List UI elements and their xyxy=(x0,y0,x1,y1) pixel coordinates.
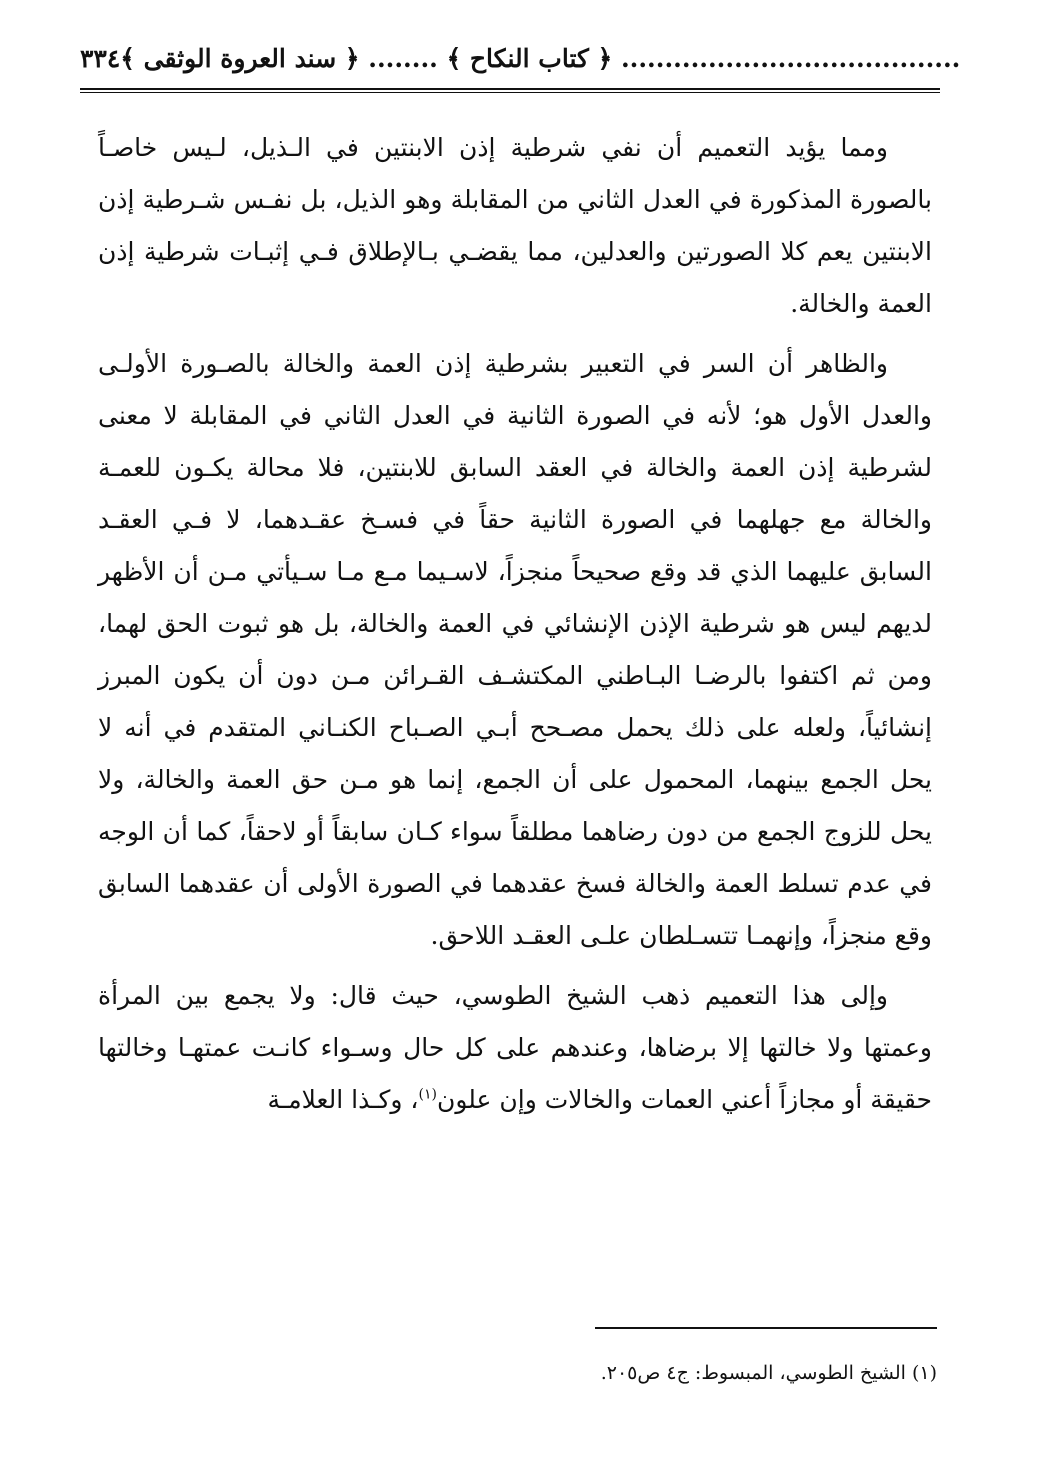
header-rule xyxy=(80,88,940,90)
paragraph: والظاهر أن السر في التعبير بشرطية إذن العمة والخالة بالصـورة الأولـى والعدل الأول هو؛ لأنه في الصورة الثانية في العدل الثاني في المقابلة لا معنى لشرطية إذن العمة والخالة في العقد السابق للابنتين، فلا محالة يكـون للعمـة والخالة مع جهلهما في الصورة الثانية حقاً في فسـخ عقـدهما، لا فـي العقـد السابق عليهما الذي قد وقع صحيحاً منجزاً، لاسـيما مـع مـا سـيأتي مـن أن الأظهر لديهم ليس هو شرطية الإذن الإنشائي في العمة والخالة، بل هو ثبوت الحق لهما، ومن ثم اكتفوا بالرضـا البـاطني المكتشـف القـرائن مـن دون أن يكون المبرز إنشائياً، ولعله على ذلك يحمل مصـحح أبـي الصـباح الكنـاني المتقدم في أنه لا يحل الجمع بينهما، المحمول على أن الجمع، إنما هو مـن حق العمة والخالة، ولا يحل للزوج الجمع من دون رضاهما مطلقاً سواء كـان سابقاً أو لاحقاً، كما أن الوجه في عدم تسلط العمة والخالة فسخ عقدهما في الصورة الأولى أن عقدهما السابق وقع منجزاً، وإنهمـا تتسـلطان علـى العقـد اللاحق. xyxy=(98,349,932,950)
page-number: ٣٣٤ xyxy=(80,43,121,73)
footnote: (١) الشيخ الطوسي، المبسوط: ج٤ ص٢٠٥. xyxy=(600,1362,937,1384)
footnote-separator xyxy=(595,1327,937,1329)
footnote-reference: (١) xyxy=(418,1086,437,1103)
body-text xyxy=(98,122,932,1134)
paragraph: ومما يؤيد التعميم أن نفي شرطية إذن الابنتين في الـذيل، لـيس خاصـاً بالصورة المذكورة في العدل الثاني من المقابلة وهو الذيل، بل نفـس شـرطية إذن الابنتين يعم كلا الصورتين والعدلين، مما يقضـي بـالإطلاق فـي إثبـات شرطية إذن العمة والخالة. xyxy=(98,133,932,318)
running-header-titles: ....................................... ﴿ كتاب النكاح ﴾ ........ ﴿ سند العروة الوثقى ﴾ xyxy=(120,43,961,73)
header-rule-thin xyxy=(80,92,940,93)
paragraph-tail: ، وكـذا العلامـة xyxy=(267,1085,419,1114)
page-header xyxy=(80,34,961,82)
paragraph-text: وإلى هذا التعميم ذهب الشيخ الطوسي، حيث قال: ولا يجمع بين المرأة وعمتها ولا خالتها إلا برضاها، وعندهم على كل حال وسـواء كانـت عمتهـا وخالتها حقيقة أو مجازاً أعني العمات والخالات وإن علون xyxy=(98,981,932,1114)
paragraph xyxy=(98,970,932,1126)
